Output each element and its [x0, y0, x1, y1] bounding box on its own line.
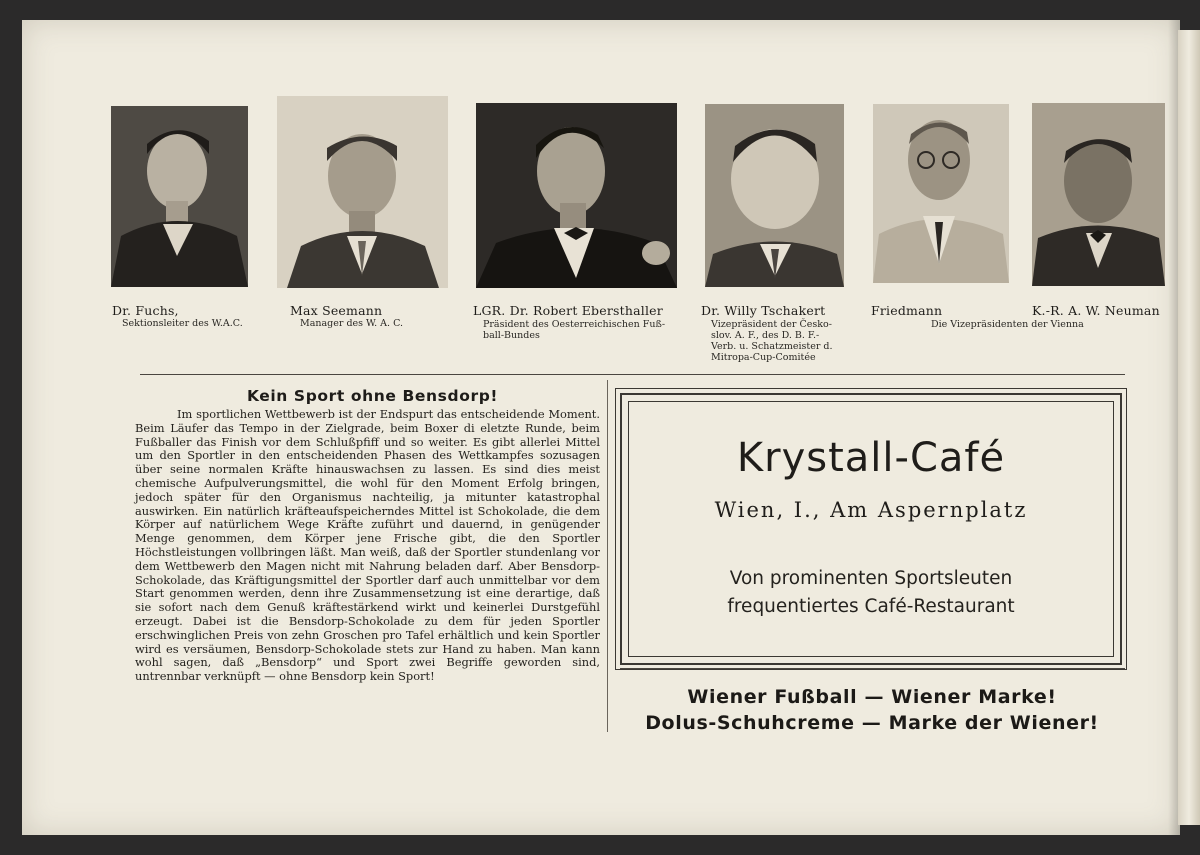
- caption-shared-vienna: Die Vizepräsidenten der Vienna: [931, 319, 1084, 330]
- caption-name-ebersthaller: LGR. Dr. Robert Ebersthaller: [473, 303, 663, 318]
- ad-tagline-1: Von prominenten Sportsleuten: [729, 568, 1013, 589]
- caption-role-tschakert-1: Vizepräsident der Česko-: [711, 319, 832, 330]
- caption-role-seemann: Manager des W. A. C.: [300, 318, 404, 329]
- slogan-wiener-fussball: Wiener Fußball — Wiener Marke!: [687, 686, 1057, 708]
- portrait-ebersthaller: [476, 103, 677, 288]
- article-title: Kein Sport ohne Bensdorp!: [246, 387, 499, 405]
- caption-name-neuman: K.-R. A. W. Neuman: [1032, 303, 1160, 318]
- ad-address: Wien, I., Am Aspernplatz: [714, 498, 1028, 522]
- caption-role-ebersthaller-2: ball-Bundes: [483, 330, 540, 341]
- caption-name-seemann: Max Seemann: [290, 303, 383, 318]
- vertical-divider: [607, 380, 608, 732]
- krystall-cafe-ad: [620, 393, 1122, 665]
- caption-name-tschakert: Dr. Willy Tschakert: [701, 303, 826, 318]
- ad-title: Krystall-Café: [736, 435, 1006, 481]
- caption-role-ebersthaller-1: Präsident des Oesterreichischen Fuß-: [483, 319, 666, 330]
- slogan-divider: [620, 668, 1125, 669]
- caption-name-fuchs: Dr. Fuchs,: [112, 303, 179, 318]
- caption-role-fuchs: Sektionsleiter des W.A.C.: [122, 318, 243, 329]
- caption-role-tschakert-4: Mitropa-Cup-Comitée: [711, 352, 816, 363]
- article-body: Im sportlichen Wettbewerb ist der Endspurt das entscheidende Moment. Beim Läufer das Tempo in der Zielgrade, beim Boxer di eletzte Runde, beim Fußballer das Finish vor dem Schlußpfiff und so weiter. Es gibt allerlei Mittel um den Sportler in den entscheidenden Phasen des Wettkampfes sozusagen über seine normalen Kräfte hinauswachsen zu lassen. Es sind dies meist chemische Aufpulverungsmittel, die wohl für den Moment Erfolg bringen, jedoch später für den Organismus nachteilig, ja mitunter katastrophal auswirken. Ein natürlich kräfteaufspeicherndes Mittel ist Schokolade, die dem Körper auf natürlichem Wege Kräfte zuführt und dauernd, in genügender Menge genommen, dem Körper jene Frische gibt, die den Sportler Höchstleistungen vollbringen läßt. Man weiß, daß der Sportler stundenlang vor dem Wettbewerb den Magen nicht mit Nahrung beladen darf. Aber Bensdorp-Schokolade, das Kräftigungsmittel der Sportler darf auch unmittelbar vor dem Start genommen werden, denn ihre Zusammensetzung ist eine derartige, daß sie sofort nach dem Genuß kräftestärkend wirkt und keinerlei Durstgefühl erzeugt. Dabei ist die Bensdorp-Schokolade zu dem für jeden Sportler erschwinglichen Preis von zehn Groschen pro Tafel erhältlich und kein Sportler wird es versäumen, Bensdorp-Schokolade stets zur Hand zu haben. Man kann wohl sagen, daß „Bensdorp“ und Sport zwei Begriffe geworden sind, untrennbar verknüpft — ohne Bensdorp kein Sport!: [135, 407, 600, 684]
- caption-role-tschakert-2: slov. A. F., des D. B. F.-: [711, 330, 820, 341]
- slogan-dolus-schuhcreme: Dolus-Schuhcreme — Marke der Wiener!: [645, 712, 1099, 734]
- caption-role-tschakert-3: Verb. u. Schatzmeister d.: [711, 341, 833, 352]
- ad-tagline-2: frequentiertes Café-Restaurant: [727, 596, 1015, 617]
- portrait-neuman: [1032, 103, 1165, 286]
- portrait-fuchs: [111, 106, 248, 287]
- caption-name-friedmann: Friedmann: [871, 303, 943, 318]
- portrait-tschakert: [705, 104, 844, 287]
- next-page-edge: [1178, 30, 1200, 825]
- horizontal-divider: [140, 374, 1125, 375]
- portrait-seemann: [277, 96, 448, 288]
- portrait-friedmann: [873, 104, 1009, 283]
